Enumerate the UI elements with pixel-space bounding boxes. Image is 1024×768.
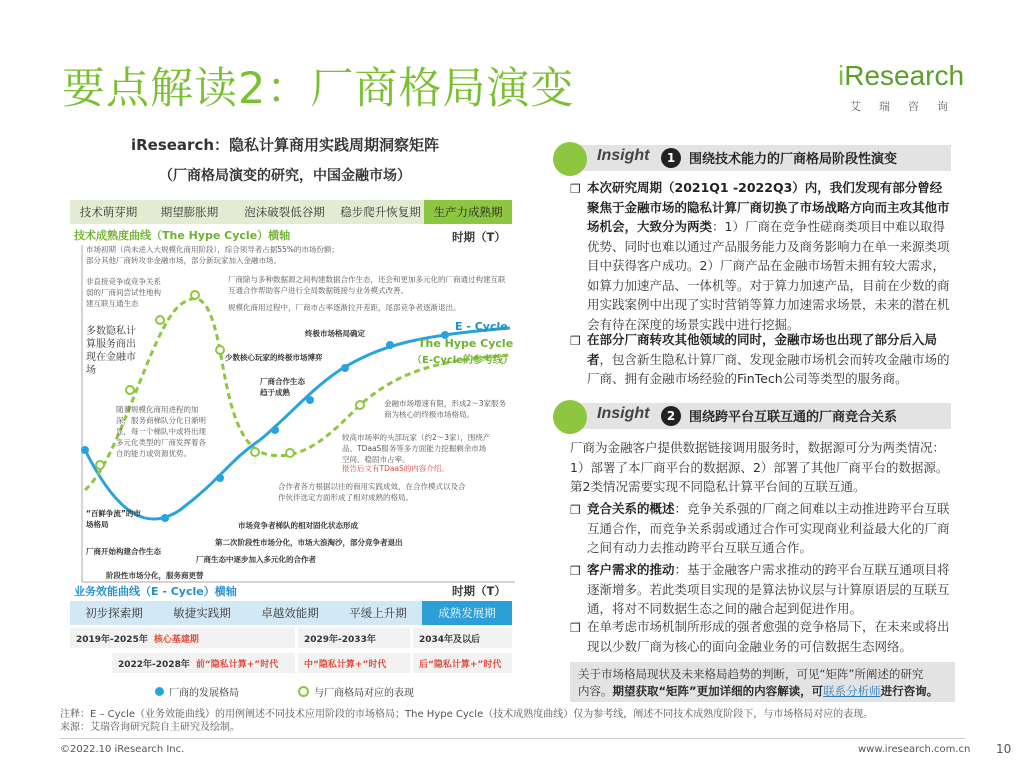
note-tdaas-ref: 报告后文有TDaaS的内容介绍。 xyxy=(342,464,449,473)
hype-curve-label: The Hype Cycle xyxy=(418,337,514,350)
page-number: 10 xyxy=(996,742,1012,756)
legend-green-dot xyxy=(298,686,309,697)
iresearch-logo: iResearch xyxy=(838,60,965,91)
insight2-para1: 竞合关系的概述：竞争关系强的厂商之间难以主动推进跨平台互联互通合作，而竞争关系弱或通过合作可实现商业利益最大化的厂商之间有动力去推动跨平台互联互通合作。 xyxy=(587,501,950,555)
year-row1-c: 2034年及以后 xyxy=(413,628,512,648)
legend-blue-dot xyxy=(155,687,164,696)
site-url[interactable]: www.iresearch.com.cn xyxy=(858,744,971,755)
note-market-early: 市场初期（尚未进入大规模化商用阶段），综合领导者占据55%的市场份额；部分其他厂商转攻非金融市场，部分新玩家加入金融市场。 xyxy=(86,245,339,265)
legend-blue: 厂商的发展格局 xyxy=(155,684,239,699)
bottom-stage-1: 初步探索期 xyxy=(70,601,160,625)
label-final-structure: 终极市场格局确定 xyxy=(305,329,365,338)
globe-icon xyxy=(553,400,587,434)
note-ecosystem: 厂商除与多种数据源之间构建数据合作生态，还会和更加多元化的厂商通过构建互联互通合作帮助客户进行全局数据链接与业务模式改善。 xyxy=(228,275,506,295)
insight2-intro: 厂商为金融客户提供数据链接调用服务时，数据源可分为两类情况：1）部署了本厂商平台的数据源、2）部署了其他厂商平台的数据源。第2类情况需要实现不同隐私计算平台间的互联互通。 xyxy=(570,440,949,494)
page-title: 要点解读2：厂商格局演变 xyxy=(62,64,575,114)
label-tier-fixed: 市场竞争者梯队的相对固化状态形成 xyxy=(238,521,358,530)
note-interop-attempt: 非直接竞争或竞争关系弱的厂商间尝试性地构建互联互通生态 xyxy=(86,277,161,308)
top-stage-5: 生产力成熟期 xyxy=(424,200,514,224)
footer-divider xyxy=(60,738,965,739)
year-row1-b: 2029年-2033年 xyxy=(298,628,410,648)
hype-curve-label-2: （E-Cycle的参考线） xyxy=(412,355,513,366)
note-share-gap: 规模化商用过程中，厂商市占率逐渐拉开差距，尾部竞争者逐渐退出。 xyxy=(228,303,461,312)
year-row2-a: 2022年-2028年 前“隐私计算+”时代 xyxy=(112,653,295,673)
note-tiers: 随着规模化商用进程的加深，服务商梯队分化日渐明显，每一个梯队中或将出现多元化类型的厂商发挥着各自的能力或资源优势。 xyxy=(116,405,206,458)
bullet-icon: ❒ xyxy=(570,334,581,348)
note-partnership: 合作者各方根据以往的商用实践成效，在合作模式以及合作伙伴选定方面形成了相对成熟的格局。 xyxy=(278,482,466,502)
contact-callout: 关于市场格局现状及未来格局趋势的判断，可见“矩阵”所阐述的研究 内容。期望获取“矩阵”更加详细的内容解读，可联系分析师进行咨询。 xyxy=(570,662,955,702)
note-final-growth: 金融市场增速有限，形成2～3家服务商为核心的终极市场格局。 xyxy=(384,399,507,419)
label-build-ecosystem: 厂商开始构建合作生态 xyxy=(86,547,161,556)
year-row1-a: 2019年-2025年 核心基建期 xyxy=(70,628,295,648)
contact-analyst-link[interactable]: 联系分析师 xyxy=(823,684,881,698)
logo-subtitle: 艾瑞咨询 xyxy=(850,100,966,113)
insight1-header: Insight 1 围绕技术能力的厂商格局阶段性演变 xyxy=(553,142,953,172)
top-stage-4: 稳步爬升恢复期 xyxy=(337,200,426,224)
label-ecosystem-mature: 厂商合作生态趋于成熟 xyxy=(260,377,305,397)
hype-axis-label: 技术成熟度曲线（The Hype Cycle）横轴 xyxy=(74,229,291,242)
ecycle-axis-label: 业务效能曲线（E - Cycle）横轴 xyxy=(74,585,237,598)
globe-icon xyxy=(553,142,587,176)
legend-green: 与厂商格局对应的表现 xyxy=(298,684,414,699)
bullet-icon: ❒ xyxy=(570,503,581,517)
bottom-stage-5: 成熟发展期 xyxy=(422,601,514,625)
insight2-header: Insight 2 围绕跨平台互联互通的厂商竞合关系 xyxy=(553,400,953,430)
chart-title: iResearch：隐私计算商用实践周期洞察矩阵 xyxy=(130,136,440,154)
label-split-replace: 阶段性市场分化，服务商更替 xyxy=(106,571,204,580)
year-row2-b: 中“隐私计算+”时代 xyxy=(298,653,410,673)
label-second-split: 第二次阶段性市场分化，市场大浪淘沙，部分竞争者退出 xyxy=(215,538,403,547)
bottom-stage-4: 平缓上升期 xyxy=(334,601,424,625)
insight1-para2: 在部分厂商转攻其他领域的同时，金融市场也出现了部分后入局者，包含新生隐私计算厂商、发现金融市场机会而转攻金融市场的厂商、拥有金融市场经验的FinTech公司等类型的服务商。 xyxy=(587,332,950,386)
bottom-stage-3: 卓越效能期 xyxy=(246,601,336,625)
bottom-stage-2: 敏捷实践期 xyxy=(158,601,248,625)
year-row2-c: 后“隐私计算+”时代 xyxy=(413,653,512,673)
insight2-para2: 客户需求的推动：基于金融客户需求推动的跨平台互联互通项目将逐渐增多。若此类项目实现的是算法协议层与计算原语层的互联互通，将对不同数据生态之间的融合起到促进作用。 xyxy=(587,562,950,616)
note-top-players: 较高市场率的头部玩家（约2～3家），围绕产品、TDaaS服务等多方面能力挖掘剩余市场空间、稳固市占率。 xyxy=(342,433,491,464)
insight1-para1: 本次研究周期（2021Q1 -2022Q3）内，我们发现有部分曾经聚焦于金融市场的隐私计算厂商切换了市场战略方向而主攻其他市场机会，大致分为两类：1）厂商在竞争性磋商类项目中难以取得优势、同时也难以通过产品服务能力及商务影响力在单一来源类项目中获得客户成功。2）厂商产品在金融市场暂未拥有较大需求，如算力加速产品、一体机等。对于算力加速产品，目前在少数的商用实践案例中出现了实时营销等算力加速需求场景，未来的潜在机会有待在深度的场景实践中进行挖掘。 xyxy=(587,180,950,332)
copyright: ©2022.10 iResearch Inc. xyxy=(60,744,185,755)
top-stage-2: 期望膨胀期 xyxy=(147,200,234,224)
bullet-icon: ❒ xyxy=(570,564,581,578)
chart-subtitle: （厂商格局演变的研究，中国金融市场） xyxy=(159,168,411,184)
note-finance-vendors: 多数隐私计算服务商出现在金融市场 xyxy=(86,326,136,376)
ecycle-curve-label: E - Cycle xyxy=(455,320,508,333)
label-core-players: 少数核心玩家的终极市场博弈 xyxy=(225,353,323,362)
time-label-bottom: 时期（T） xyxy=(452,584,506,598)
bullet-icon: ❒ xyxy=(570,182,581,196)
top-stage-1: 技术萌芽期 xyxy=(70,200,149,224)
top-stage-3: 泡沫破裂低谷期 xyxy=(232,200,339,224)
label-diverse-partners: 厂商生态中逐步加入多元化的合作者 xyxy=(196,555,316,564)
insight2-para3: 在单考虑市场机制所形成的强者愈强的竞争格局下，在未来或将出现以少数厂商为核心的面向金融业务的可信数据生态网络。 xyxy=(587,619,950,654)
label-diverse-market: “百鲜争流”的市场格局 xyxy=(86,509,141,529)
time-label-top: 时期（T） xyxy=(452,230,506,244)
footnote: 注释：E – Cycle（业务效能曲线）的用例阐述不同技术应用阶段的市场格局；The Hype Cycle（技术成熟度曲线）仅为参考线，阐述不同技术成熟度阶段下，与市场格局对应的表现。 来源：艾瑞咨询研究院自主研究及绘制。 xyxy=(60,709,874,733)
bullet-icon: ❒ xyxy=(570,621,581,635)
